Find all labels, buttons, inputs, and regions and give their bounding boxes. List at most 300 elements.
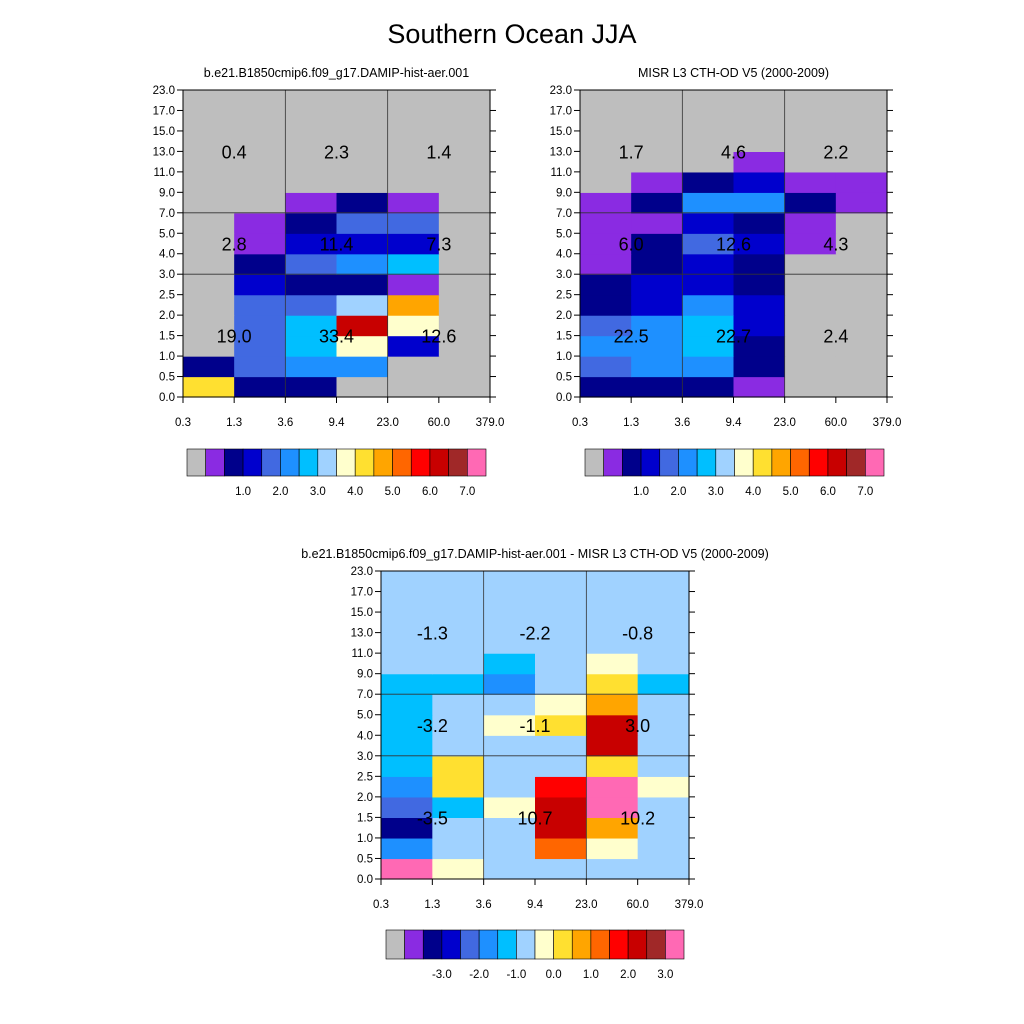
heatmap-cell [381,858,433,879]
heatmap-cell [631,356,683,377]
colorbar-label: -3.0 [431,969,452,981]
y-tick-label: 7.0 [159,207,175,220]
block-value: 22.7 [715,326,752,347]
y-tick-label: 2.0 [159,310,175,323]
colorbar-swatch [735,449,754,476]
heatmap-cell [381,694,433,715]
heatmap-cell [535,858,587,879]
heatmap-cell [785,377,837,398]
heatmap-cell [682,356,734,377]
heatmap-cell [484,776,536,797]
heatmap-cell [285,377,337,398]
heatmap-cell [586,756,638,777]
heatmap-cell [285,295,337,316]
colorbar-swatch [299,449,318,476]
block-value: 22.5 [613,326,649,347]
x-tick-label: 1.3 [424,899,441,911]
colorbar-swatch [641,449,660,476]
heatmap-cell [580,356,632,377]
colorbar-swatch [405,930,424,959]
x-tick-label: 1.3 [623,417,640,429]
colorbar-label: 6.0 [421,486,438,498]
heatmap-cell [183,295,235,316]
heatmap-cell [432,694,484,715]
block-value: -0.8 [622,623,654,644]
x-tick-label: 23.0 [376,417,399,429]
heatmap-cell [388,192,440,213]
y-tick-label: 3.0 [556,269,572,282]
heatmap-cell [638,735,690,756]
x-tick-label: 379.0 [674,899,704,911]
heatmap-cell [631,192,683,213]
colorbar-label: 4.0 [347,486,364,498]
block-value: 10.2 [620,808,656,829]
colorbar [585,449,884,498]
y-tick-label: 4.0 [159,248,175,261]
heatmap-cell [785,356,837,377]
colorbar-swatch [772,449,791,476]
heatmap-cell [439,356,491,377]
colorbar-label: 5.0 [384,486,401,498]
heatmap-cell [484,838,536,859]
heatmap-cell [836,213,888,234]
colorbar-swatch [498,930,517,959]
y-tick-label: 2.5 [556,289,572,302]
heatmap-cell [337,377,389,398]
block-value: 4.6 [720,142,747,163]
heatmap-cell [638,653,690,674]
heatmap-cell [234,213,286,234]
heatmap-cell [381,571,433,592]
heatmap-cell [682,274,734,295]
colorbar-label: 0.0 [545,969,562,981]
y-tick-label: 0.5 [556,371,572,384]
heatmap-cell [432,776,484,797]
colorbar-swatch [791,449,810,476]
y-tick-label: 15.0 [152,125,175,138]
heatmap-cell [682,172,734,193]
y-tick-label: 1.5 [556,330,572,343]
colorbar-swatch [423,930,442,959]
block-value: 2.2 [823,142,849,163]
heatmap-cell [785,110,837,131]
heatmap-cell [439,295,491,316]
heatmap-cell [785,295,837,316]
heatmap-cell [388,110,440,131]
heatmap-cell [337,274,389,295]
heatmap-cell [432,653,484,674]
heatmap-cell [439,110,491,131]
heatmap-cell [234,295,286,316]
y-tick-label: 23.0 [152,85,175,97]
x-tick-label: 23.0 [773,417,796,429]
heatmap-cell [535,735,587,756]
colorbar-swatch [430,449,449,476]
y-tick-label: 5.0 [357,709,373,722]
colorbar-label: 1.0 [582,969,599,981]
heatmap-cell [285,90,337,111]
heatmap-cell [734,295,786,316]
heatmap-cell [631,254,683,275]
colorbar-swatch [449,449,468,476]
heatmap-cell [586,571,638,592]
colorbar-label: 6.0 [819,486,836,498]
block-value: 0.4 [221,142,247,163]
colorbar-swatch [355,449,374,476]
x-tick-label: 3.6 [674,417,691,429]
heatmap-cell [586,653,638,674]
heatmap-cell [432,674,484,695]
heatmap-cell [785,172,837,193]
heatmap-cell [285,192,337,213]
heatmap-cell [682,295,734,316]
block-value: -1.1 [519,716,551,736]
y-tick-label: 0.0 [556,392,572,404]
heatmap-cell [234,377,286,398]
heatmap-cell [638,674,690,695]
heatmap-cell [785,254,837,275]
panel-title: b.e21.B1850cmip6.f09_g17.DAMIP-hist-aer.001 - MISR L3 CTH-OD V5 (2000-2009) [301,547,769,561]
colorbar-swatch [716,449,735,476]
heatmap-cell [285,274,337,295]
heatmap-cell [381,653,433,674]
heatmap-cell [234,90,286,111]
heatmap-panel-3 [301,547,769,911]
block-value: 6.0 [618,234,644,255]
heatmap-cell [388,213,440,234]
colorbar-swatch [461,930,480,959]
heatmap-cell [586,674,638,695]
block-value: 12.6 [715,234,752,255]
heatmap-cell [183,254,235,275]
heatmap-cell [638,694,690,715]
heatmap-cell [638,571,690,592]
heatmap-cell [631,213,683,234]
heatmap-cell [432,571,484,592]
heatmap-cell [836,172,888,193]
heatmap-cell [586,592,638,613]
x-tick-label: 60.0 [824,417,848,429]
x-tick-label: 0.3 [175,417,191,429]
colorbar-swatch [187,449,206,476]
block-value: -3.2 [416,716,448,736]
colorbar-label: -1.0 [506,969,527,981]
y-tick-label: 0.0 [357,874,373,886]
block-value: 3.0 [625,716,651,736]
block-value: 2.4 [823,326,849,347]
heatmap-cell [638,756,690,777]
x-tick-label: 0.3 [373,899,389,911]
colorbar-label: 2.0 [670,486,687,498]
block-value: 19.0 [216,326,252,347]
block-value: 12.6 [421,326,457,347]
block-value: 1.7 [618,142,644,163]
y-tick-label: 11.0 [550,166,572,179]
y-tick-label: 4.0 [357,730,373,743]
heatmap-cell [734,274,786,295]
colorbar-swatch [442,930,461,959]
y-tick-label: 9.0 [357,668,373,681]
block-value: 1.4 [426,142,452,163]
y-tick-label: 3.0 [357,750,373,763]
heatmap-cell [285,172,337,193]
heatmap-cell [682,90,734,111]
heatmap-cell [484,694,536,715]
y-tick-label: 23.0 [549,85,572,97]
y-tick-label: 11.0 [153,166,175,179]
colorbar-swatch [828,449,847,476]
heatmap-cell [183,110,235,131]
heatmap-cell [388,172,440,193]
heatmap-cell [439,192,491,213]
heatmap-cell [381,592,433,613]
heatmap-cell [381,776,433,797]
block-value: 2.8 [221,234,247,255]
colorbar-label: 5.0 [782,486,799,498]
x-tick-label: 3.6 [277,417,294,429]
block-value: 10.7 [517,808,553,829]
heatmap-cell [734,213,786,234]
heatmap-cell [432,592,484,613]
x-tick-label: 3.6 [475,899,492,911]
heatmap-cell [734,377,786,398]
heatmap-cell [234,172,286,193]
heatmap-cell [183,213,235,234]
y-tick-label: 17.0 [152,105,175,118]
heatmap-cell [183,172,235,193]
colorbar-swatch [554,930,573,959]
block-value: 11.4 [319,234,354,255]
y-tick-label: 0.5 [159,371,175,384]
heatmap-cell [836,110,888,131]
colorbar-swatch [386,930,405,959]
panel-title: b.e21.B1850cmip6.f09_g17.DAMIP-hist-aer.001 [203,66,470,80]
heatmap-cell [388,254,440,275]
heatmap-cell [535,653,587,674]
heatmap-cell [439,213,491,234]
heatmap-cell [337,356,389,377]
colorbar-swatch [847,449,866,476]
y-tick-label: 1.0 [556,351,572,364]
colorbar-swatch [411,449,430,476]
heatmap-cell [535,694,587,715]
heatmap-cell [734,356,786,377]
panel-title: MISR L3 CTH-OD V5 (2000-2009) [637,66,830,80]
page-title: Southern Ocean JJA [387,19,637,49]
heatmap-cell [682,254,734,275]
heatmap-cell [535,674,587,695]
colorbar-swatch [479,930,498,959]
y-tick-label: 2.5 [159,289,175,302]
heatmap-cell [381,674,433,695]
heatmap-cell [631,377,683,398]
colorbar-label: 3.0 [707,486,724,498]
x-tick-label: 0.3 [572,417,588,429]
heatmap-cell [836,377,888,398]
colorbar-swatch [660,449,679,476]
colorbar-label: 1.0 [235,486,252,498]
colorbar-swatch [647,930,666,959]
heatmap-cell [638,838,690,859]
heatmap-cell [682,192,734,213]
heatmap-cell [580,377,632,398]
colorbar-label: 4.0 [745,486,762,498]
heatmap-cell [580,213,632,234]
heatmap-cell [337,254,389,275]
heatmap-cell [734,90,786,111]
y-tick-label: 5.0 [556,228,572,241]
y-tick-label: 13.0 [152,146,175,159]
y-tick-label: 1.0 [357,832,373,845]
heatmap-cell [580,254,632,275]
y-tick-label: 9.0 [556,187,572,200]
heatmap-cell [484,653,536,674]
heatmap-cell [631,295,683,316]
heatmap-panel-2 [550,66,902,429]
y-tick-label: 5.0 [159,228,175,241]
colorbar-label: 1.0 [633,486,650,498]
colorbar-swatch [865,449,884,476]
heatmap-cell [631,274,683,295]
heatmap-cell [682,213,734,234]
colorbar-label: 7.0 [459,486,476,498]
heatmap-cell [388,356,440,377]
colorbar-swatch [280,449,299,476]
heatmap-cell [183,377,235,398]
x-tick-label: 9.4 [725,417,742,429]
y-tick-label: 9.0 [159,187,175,200]
y-tick-label: 1.5 [357,812,373,825]
heatmap-cell [432,858,484,879]
y-tick-label: 7.0 [556,207,572,220]
heatmap-cell [337,213,389,234]
x-tick-label: 9.4 [328,417,345,429]
colorbar-swatch [206,449,225,476]
colorbar-swatch [393,449,412,476]
heatmap-cell [836,295,888,316]
heatmap-cell [234,110,286,131]
colorbar-swatch [337,449,356,476]
heatmap-cell [439,90,491,111]
heatmap-cell [631,172,683,193]
x-tick-label: 23.0 [575,899,598,911]
heatmap-cell [432,838,484,859]
block-value: 2.3 [323,142,350,163]
y-tick-label: 2.5 [357,771,373,784]
y-tick-label: 13.0 [350,627,373,640]
x-tick-label: 379.0 [872,417,902,429]
colorbar-swatch [318,449,337,476]
colorbar-swatch [224,449,243,476]
heatmap-cell [785,192,837,213]
x-tick-label: 60.0 [427,417,451,429]
y-tick-label: 11.0 [351,648,373,661]
heatmap-cell [183,274,235,295]
heatmap-cell [432,756,484,777]
heatmap-cell [484,674,536,695]
colorbar-swatch [516,930,535,959]
colorbar-label: 3.0 [657,969,674,981]
colorbar-swatch [585,449,604,476]
block-value: 4.3 [823,234,849,255]
y-tick-label: 15.0 [350,607,373,620]
heatmap-cell [580,90,632,111]
y-tick-label: 0.5 [357,853,373,866]
heatmap-cell [285,213,337,234]
heatmap-cell [682,110,734,131]
colorbar-swatch [678,449,697,476]
y-tick-label: 17.0 [350,586,373,599]
y-tick-label: 2.0 [556,310,572,323]
heatmap-cell [785,90,837,111]
heatmap-cell [535,571,587,592]
heatmap-cell [484,592,536,613]
y-tick-label: 3.0 [159,269,175,282]
y-tick-label: 1.0 [159,351,175,364]
heatmap-cell [388,90,440,111]
block-value: 7.3 [426,234,452,255]
block-value: -1.3 [416,623,448,644]
heatmap-cell [580,110,632,131]
heatmap-cell [580,192,632,213]
heatmap-cell [337,110,389,131]
heatmap-cell [285,110,337,131]
heatmap-cell [535,756,587,777]
heatmap-cell [631,90,683,111]
colorbar-swatch [753,449,772,476]
heatmap-cell [836,192,888,213]
colorbar-label: 2.0 [272,486,289,498]
y-tick-label: 17.0 [549,105,572,118]
heatmap-cell [836,254,888,275]
heatmap-cell [484,735,536,756]
heatmap-cell [580,295,632,316]
heatmap-cell [535,592,587,613]
block-value: -3.5 [416,808,448,829]
heatmap-cell [183,356,235,377]
heatmap-cell [586,838,638,859]
heatmap-cell [734,110,786,131]
colorbar-label: -2.0 [469,969,490,981]
heatmap-cell [337,295,389,316]
colorbar-swatch [628,930,647,959]
heatmap-cell [586,694,638,715]
colorbar-swatch [572,930,591,959]
y-tick-label: 4.0 [556,248,572,261]
heatmap-cell [183,192,235,213]
heatmap-cell [285,254,337,275]
x-tick-label: 9.4 [527,899,543,911]
heatmap-cell [388,377,440,398]
colorbar-swatch [374,449,393,476]
heatmap-cell [439,377,491,398]
colorbar-swatch [809,449,828,476]
block-value: 33.4 [318,326,355,347]
colorbar-swatch [610,930,629,959]
heatmap-cell [337,90,389,111]
heatmap-cell [285,356,337,377]
heatmap-cell [586,776,638,797]
heatmap-cell [836,90,888,111]
heatmap-cell [638,592,690,613]
colorbar-swatch [467,449,486,476]
heatmap-panel-1 [153,66,505,429]
heatmap-cell [535,776,587,797]
heatmap-cell [183,90,235,111]
heatmap-cell [439,172,491,193]
heatmap-cell [836,356,888,377]
colorbar-swatch [243,449,262,476]
